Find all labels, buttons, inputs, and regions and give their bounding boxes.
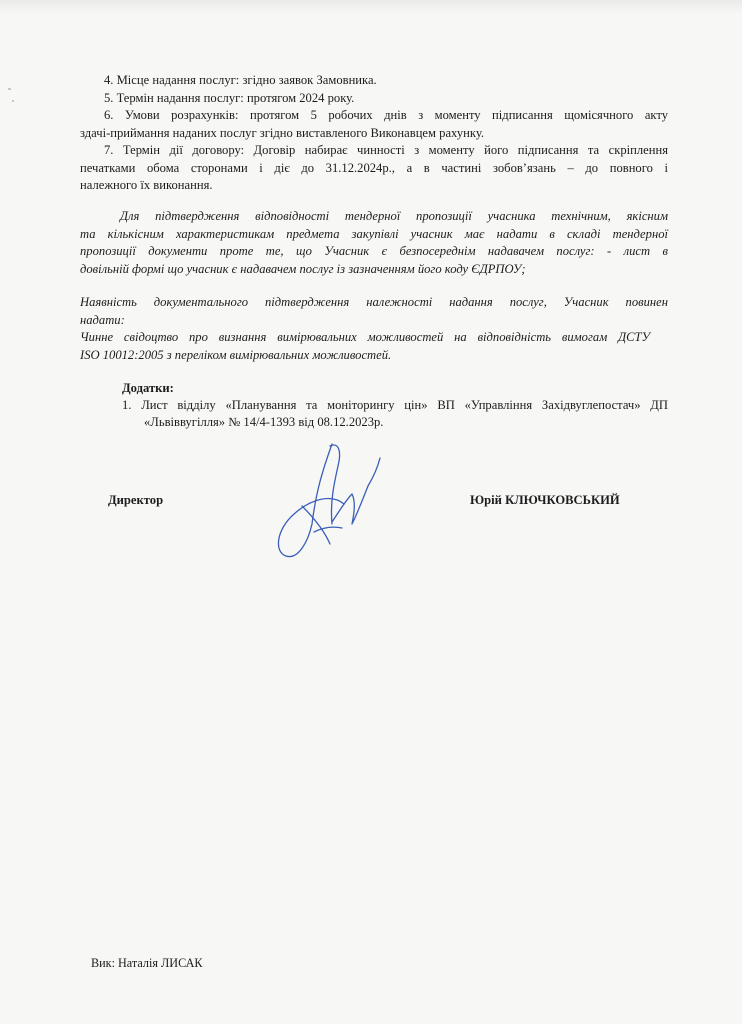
signatory-role: Директор — [108, 493, 164, 507]
annex-item-1-line-1: 1. Лист відділу «Планування та моніторингу цін» ВП «Управління Західвуглепостач» ДП — [122, 398, 668, 412]
annex-item-1 — [122, 397, 668, 431]
term-item-7-line-1: 7. Термін дії договору: Договір набирає чинності з моменту його підписання та скріплення — [104, 143, 668, 157]
scan-edge-shadow — [0, 0, 742, 14]
signatory-name: Юрій КЛЮЧКОВСЬКИЙ — [470, 493, 620, 507]
term-item-7-line-2: печатками обома сторонами і діє до 31.12.2024р., а в частині зобов’язань – до повного і — [80, 160, 668, 175]
term-item-4: 4. Місце надання послуг: згідно заявок Замовника. — [104, 73, 377, 87]
tender-line-1: Для підтвердження відповідності тендерної пропозиції учасника технічним, якісним — [120, 209, 668, 223]
evidence-line-2: надати: — [80, 312, 125, 327]
term-item-6-line-1: 6. Умови розрахунків: протягом 5 робочих днів з моменту підписання щомісячного акту — [104, 108, 668, 122]
annex-item-1-line-2: «Львіввугілля» № 14/4-1393 від 08.12.2023р. — [144, 415, 384, 429]
tender-requirement — [80, 208, 668, 278]
handwritten-signature — [272, 432, 390, 567]
evidence-line-3: Чинне свідоцтво про визнання вимірювальних можливостей на відповідність вимогам ДСТУ — [80, 330, 650, 344]
annex-title: Додатки: — [122, 381, 174, 395]
evidence-line-1: Наявність документального підтвердження належності надання послуг, Учасник повинен — [80, 295, 668, 309]
tender-line-4: довільній формі що учасник є надавачем послуг із зазначенням його коду ЄДРПОУ; — [80, 261, 526, 276]
scan-speck — [8, 88, 11, 90]
tender-line-3: пропозиції документи проте те, що Учасник є безпосереднім надавачем послуг: - лист в — [80, 244, 668, 258]
contract-terms — [80, 72, 668, 195]
tender-line-2: та кількісним характеристикам предмета закупівлі учасник має надати в складі тендерної — [80, 226, 668, 241]
evidence-requirement — [80, 294, 668, 364]
evidence-line-4: ISO 10012:2005 з переліком вимірювальних можливостей. — [80, 347, 392, 362]
term-item-5: 5. Термін надання послуг: протягом 2024 року. — [104, 90, 355, 105]
scan-speck — [12, 100, 14, 102]
term-item-6-line-2: здачі-приймання наданих послуг згідно виставленого Виконавцем рахунку. — [80, 125, 485, 140]
executor-note: Вик: Наталія ЛИСАК — [91, 956, 203, 970]
term-item-7-line-3: належного їх виконання. — [80, 178, 213, 192]
